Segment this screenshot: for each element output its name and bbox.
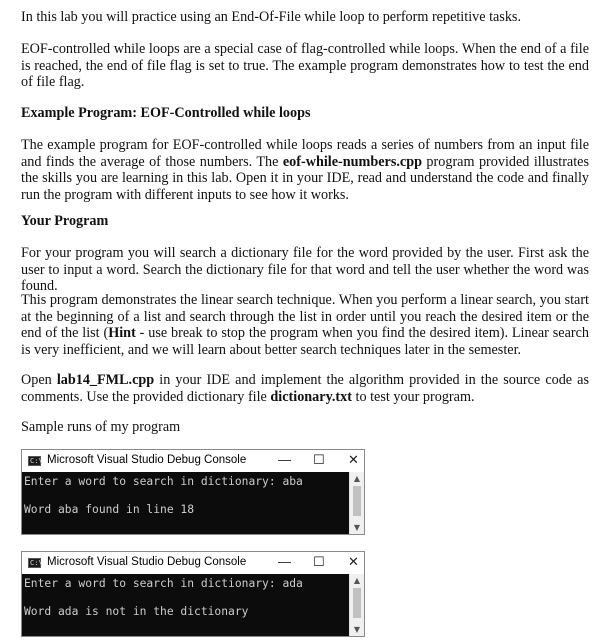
hint-label: Hint xyxy=(108,325,136,341)
maximize-button[interactable]: ☐ xyxy=(313,554,325,569)
console-line-prompt: Enter a word to search in dictionary: aba xyxy=(24,475,303,488)
console-title: Microsoft Visual Studio Debug Console xyxy=(47,556,247,568)
example-program-heading: Example Program: EOF-Controlled while loops xyxy=(21,105,311,121)
chevron-up-icon[interactable]: ▲ xyxy=(353,576,361,585)
linear-text-part: This program demonstrates the linear search technique. When you perform a linear search, you start at the beginning of a list and search through the list in order until you reach the desired item or the end of the list ( xyxy=(21,292,589,341)
app-icon-label: C:\ xyxy=(30,559,43,567)
maximize-button[interactable]: ☐ xyxy=(313,452,325,467)
open-text-part: Open xyxy=(21,372,57,388)
debug-console-window-2 xyxy=(21,551,365,637)
console-scrollbar[interactable] xyxy=(349,472,364,534)
example-filename: eof-while-numbers.cpp xyxy=(282,153,422,170)
console-titlebar xyxy=(22,552,364,574)
chevron-down-icon[interactable]: ▼ xyxy=(353,523,361,532)
scrollbar-thumb[interactable] xyxy=(353,588,361,618)
example-text-part: program provided illustrates the skills you are learning in this lab. Open it in your IDE, read and understand the code and finally run the program with different inputs to see how it works. xyxy=(21,153,589,203)
console-line-result: Word aba found in line 18 xyxy=(24,503,195,516)
console-scrollbar[interactable] xyxy=(349,574,364,636)
console-output xyxy=(22,472,364,534)
chevron-up-icon[interactable]: ▲ xyxy=(353,474,361,483)
example-text-part: The example program for EOF-controlled while loops reads a series of numbers from an input file and finds the average of those numbers. The xyxy=(21,137,589,170)
lab-filename: lab14_FML.cpp xyxy=(56,372,155,388)
sample-runs-label: Sample runs of my program xyxy=(21,419,181,435)
open-text-part: to test your program. xyxy=(351,388,475,405)
app-icon-label: C:\ xyxy=(30,457,43,465)
chevron-down-icon[interactable]: ▼ xyxy=(353,625,361,634)
example-program-paragraph xyxy=(21,137,589,203)
console-line-prompt: Enter a word to search in dictionary: ada xyxy=(24,577,303,590)
linear-text-part: - use break to stop the program when you find the desired item). Linear search is very inefficient, and we will learn about better search techniques later in the semester. xyxy=(21,325,589,358)
console-titlebar xyxy=(22,450,364,472)
linear-search-paragraph xyxy=(21,292,589,358)
scrollbar-thumb[interactable] xyxy=(353,486,361,516)
your-program-paragraph: For your program you will search a dictionary file for the word provided by the user. First ask the user to input a word. Search the dictionary file for that word and tell the user whether the word was found. xyxy=(21,245,589,294)
dictionary-filename: dictionary.txt xyxy=(270,388,352,405)
your-program-heading: Your Program xyxy=(21,213,109,229)
close-button[interactable]: ✕ xyxy=(348,554,359,569)
eof-description-paragraph: EOF-controlled while loops are a special case of flag-controlled while loops. When the end of a file is reached, the end of file flag is set to true. The example program demonstrates how to test the end of file flag. xyxy=(21,41,589,90)
console-title: Microsoft Visual Studio Debug Console xyxy=(47,454,247,466)
close-button[interactable]: ✕ xyxy=(348,452,359,467)
console-app-icon xyxy=(28,558,41,568)
minimize-button[interactable]: — xyxy=(278,554,291,569)
open-text-part: in your IDE and implement the algorithm provided in the source code as comments. Use the provided dictionary file xyxy=(21,372,589,405)
debug-console-window-1 xyxy=(21,449,365,535)
console-line-result: Word ada is not in the dictionary xyxy=(24,605,249,618)
intro-paragraph: In this lab you will practice using an End-Of-File while loop to perform repetitive tasks. xyxy=(21,9,521,25)
console-app-icon xyxy=(28,456,41,466)
open-file-paragraph xyxy=(21,372,589,405)
console-output xyxy=(22,574,364,636)
minimize-button[interactable]: — xyxy=(278,452,291,467)
